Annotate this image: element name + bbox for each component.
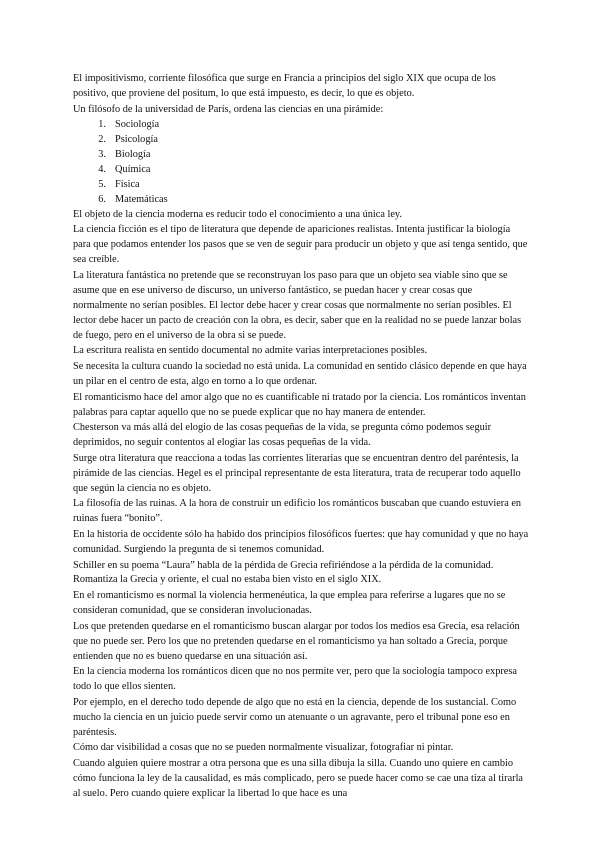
list-label: Biología [115,149,151,161]
paragraph: La literatura fantástica no pretende que se reconstruyan los paso para que un objeto sea viable sino que se asume que en ese universo de discurso, un universo fantástico, se puedan hacer y crear cosas que normalmente no serían posibles. El lector debe hacer y crear cosas que normalmente no serían posibles. El lector debe hacer un pacto de creación con la obra, es decir, saber que en la realidad no se puede lanzar bolas de fuego, pero en el universo de la obra si se puede. [73,269,522,341]
document-page [73,72,529,803]
list-number: 5. [98,178,106,190]
paragraph: Los que pretenden quedarse en el romanticismo buscan alargar por todos los medios esa Grecia, esa relación que no puede ser. Pero los que no pretenden quedarse en el romanticismo ya han soltado a Grecia, porque entienden que no es bueno quedarse en una situación así. [73,620,520,662]
paragraph: Por ejemplo, en el derecho todo depende de algo que no está en la ciencia, depende de los sustancial. Como mucho la ciencia en un juicio puede servir como un atenuante o un agravante, pero el tribunal pone eso en paréntesis. [73,696,517,738]
list-label: Química [115,164,151,176]
paragraph-impositivismo: El impositivismo, corriente filosófica que surge en Francia a principios del siglo XIX que ocupa de los positivo, que proviene del positum, lo que está impuesto, es decir, lo que es objeto. [73,73,496,99]
list-item [73,148,529,163]
list-label: Matemáticas [115,193,168,205]
paragraph: Cómo dar visibilidad a cosas que no se pueden normalmente visualizar, fotografiar ni pintar. [73,742,454,754]
list-item [73,163,529,178]
paragraph: En la historia de occidente sólo ha habido dos principios filosóficos fuertes: que hay comunidad y que no haya comunidad. Surgiendo la pregunta de si tenemos comunidad. [73,528,529,555]
list-label: Física [115,178,140,190]
list-number: 1. [98,119,106,131]
list-number: 3. [98,149,106,161]
paragraph: En el romanticismo es normal la violencia hermenéutica, la que emplea para referirse a lugares que no se consideran comunidad, que se consideran involucionadas. [73,590,506,617]
paragraph-piramide-intro: Un filósofo de la universidad de París, ordena las ciencias en una pirámide: [73,103,384,115]
list-number: 2. [98,134,106,146]
paragraph: Schiller en su poema “Laura” habla de la pérdida de Grecia refiriéndose a la pérdida de la comunidad. Romantiza la Grecia y oriente, el cual no estaba bien visto en el siglo XIX. [73,559,494,586]
paragraph: Surge otra literatura que reacciona a todas las corrientes literarias que se encuentran dentro del paréntesis, la pirámide de las ciencias. Hegel es el principal representante de esta literatura, trata de recuperar todo aquello que según la ciencia no es objeto. [73,452,521,494]
list-label: Psicología [115,134,158,146]
list-number: 4. [98,164,106,176]
paragraph: Chesterson va más allá del elogio de las cosas pequeñas de la vida, se pregunta cómo podemos seguir deprimidos, no seguir contentos al elogiar las cosas pequeñas de la vida. [73,422,492,449]
paragraph: La escritura realista en sentido documental no admite varias interpretaciones posibles. [73,345,428,357]
list-item [73,193,529,208]
paragraph: El objeto de la ciencia moderna es reducir todo el conocimiento a una única ley. [73,208,402,220]
paragraph: Cuando alguien quiere mostrar a otra persona que es una silla dibuja la silla. Cuando uno quiere en cambio cómo funciona la ley de la causalidad, es más complicado, pero se puede hacer como se cae una tiza al tirarla al suelo. Pero cuando quiere explicar la libertad lo que hace es una [73,758,524,799]
list-item [73,118,529,133]
paragraph: La filosofía de las ruinas. A la hora de construir un edificio los románticos buscaban que cuando estuviera en ruinas fuera “bonito”. [73,498,522,525]
paragraph: La ciencia ficción es el tipo de literatura que depende de apariciones realistas. Intenta justificar la biología para que podamos entender los pasos que se ven de seguir para producir un objeto y que así tenga sentido, que sea creíble. [73,224,528,266]
list-number: 6. [98,193,106,205]
paragraph: El romanticismo hace del amor algo que no es cuantificable ni tratado por la ciencia. Los románticos inventan palabras para captar aquello que no se puede explicar que no hay manera de entender. [73,391,526,418]
paragraph: En la ciencia moderna los románticos dicen que no nos permite ver, pero que la sociología tampoco expresa todo lo que ellos sienten. [73,666,517,693]
paragraph: Se necesita la cultura cuando la sociedad no está unida. La comunidad en sentido clásico depende en que haya un pilar en el centro de esta, algo en torno a lo que ordenar. [73,361,527,387]
list-item [73,178,529,193]
sciences-list [73,118,529,207]
list-label: Sociología [115,119,160,131]
list-item [73,133,529,148]
